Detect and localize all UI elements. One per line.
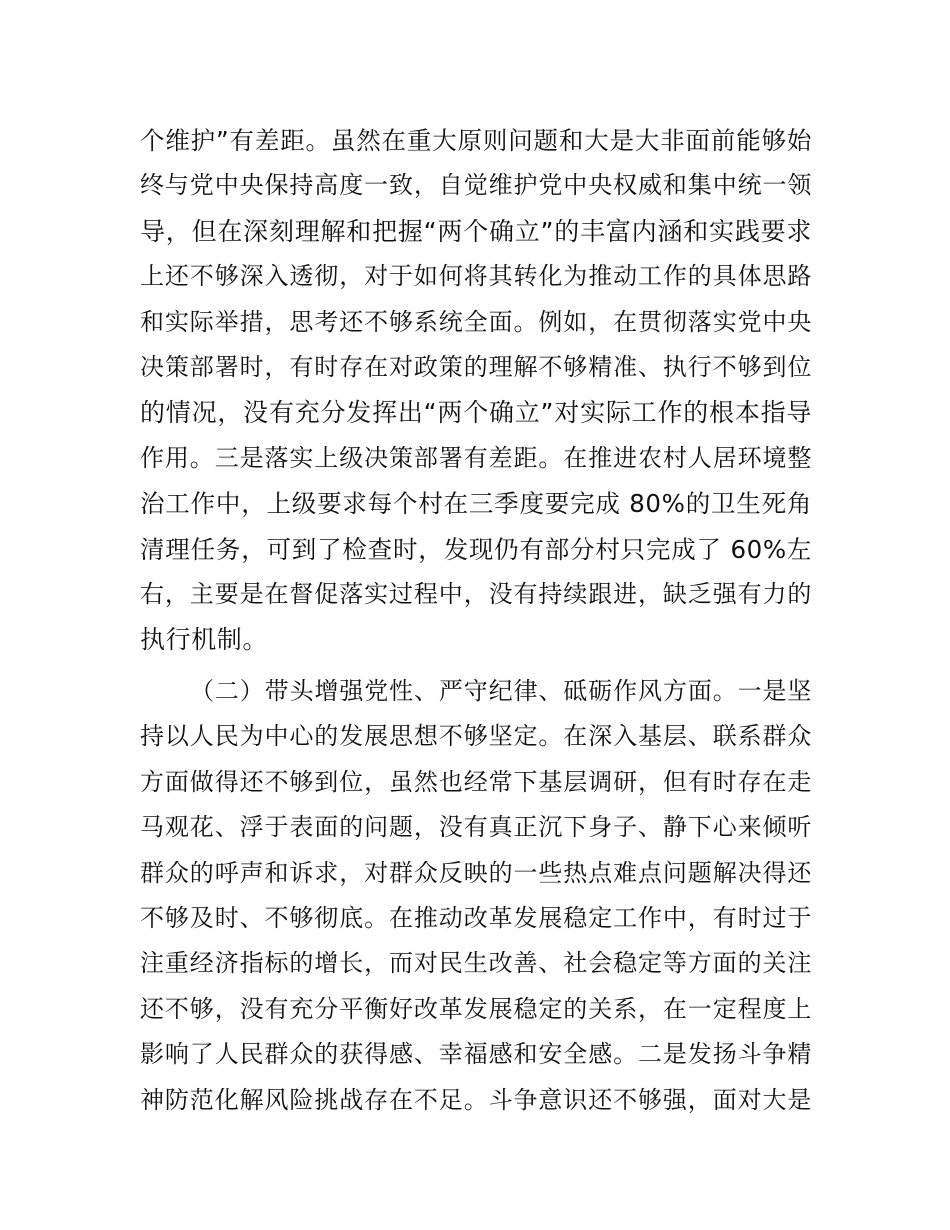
text-line: 群众的呼声和诉求，对群众反映的一些热点难点问题解决得还 bbox=[140, 858, 812, 887]
text-line: 清理任务，可到了检查时，发现仍有部分村只完成了 60%左 bbox=[140, 534, 812, 564]
text-line: 右，主要是在督促落实过程中，没有持续跟进，缺乏强有力的 bbox=[140, 580, 812, 609]
text-line: 执行机制。 bbox=[140, 625, 269, 655]
text-line: 还不够，没有充分平衡好改革发展稳定的关系，在一定程度上 bbox=[140, 994, 812, 1023]
text-line: 神防范化解风险挑战存在不足。斗争意识还不够强，面对大是 bbox=[140, 1085, 812, 1114]
text-line: 个维护”有差距。虽然在重大原则问题和大是大非面前能够始 bbox=[140, 126, 812, 155]
paragraph-1 bbox=[140, 118, 812, 663]
text-line: 不够及时、不够彻底。在推动改革发展稳定工作中，有时过于 bbox=[140, 903, 812, 932]
text-line: 上还不够深入透彻，对于如何将其转化为推动工作的具体思路 bbox=[140, 262, 812, 291]
text-line: 和实际举措，思考还不够系统全面。例如，在贯彻落实党中央 bbox=[140, 307, 812, 336]
text-line: 终与党中央保持高度一致，自觉维护党中央权威和集中统一领 bbox=[140, 171, 812, 200]
text-line: 持以人民为中心的发展思想不够坚定。在深入基层、联系群众 bbox=[140, 722, 812, 751]
text-line: 作用。三是落实上级决策部署有差距。在推进农村人居环境整 bbox=[140, 443, 812, 472]
paragraph-2 bbox=[140, 669, 812, 1123]
body-text bbox=[140, 118, 812, 1123]
text-line: 导，但在深刻理解和把握“两个确立”的丰富内涵和实践要求 bbox=[140, 216, 812, 246]
text-line: 的情况，没有充分发挥出“两个确立”对实际工作的根本指导 bbox=[140, 398, 812, 428]
text-line: 注重经济指标的增长，而对民生改善、社会稳定等方面的关注 bbox=[140, 949, 812, 978]
text-line: 影响了人民群众的获得感、幸福感和安全感。二是发扬斗争精 bbox=[140, 1040, 812, 1069]
text-line: 决策部署时，有时存在对政策的理解不够精准、执行不够到位 bbox=[140, 353, 812, 382]
text-line: （二）带头增强党性、严守纪律、砥砺作风方面。一是坚 bbox=[190, 676, 812, 705]
text-line: 马观花、浮于表面的问题，没有真正沉下身子、静下心来倾听 bbox=[140, 813, 812, 842]
text-line: 治工作中，上级要求每个村在三季度要完成 80%的卫生死角 bbox=[140, 489, 812, 519]
text-line: 方面做得还不够到位，虽然也经常下基层调研，但有时存在走 bbox=[140, 767, 812, 796]
